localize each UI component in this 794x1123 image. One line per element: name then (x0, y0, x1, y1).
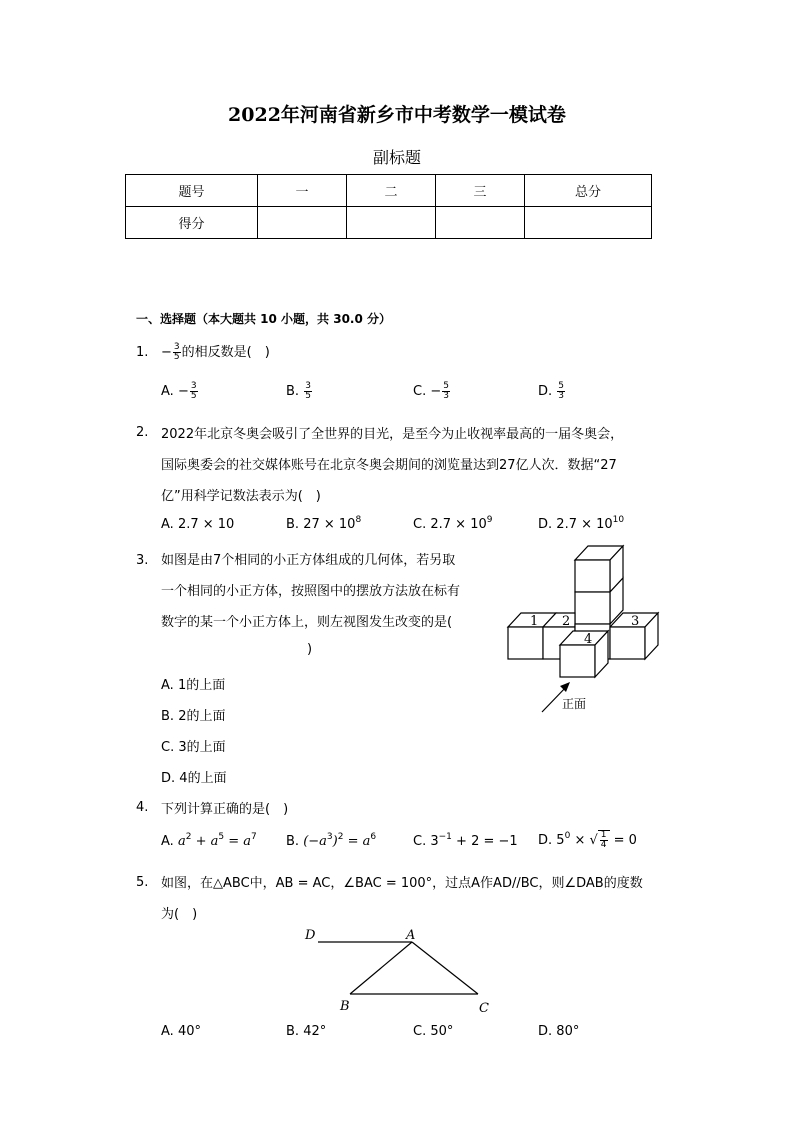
denominator: 5 (190, 391, 197, 401)
point-label: D (305, 928, 316, 943)
question-number: 3. (136, 553, 149, 568)
exponent: 5 (218, 832, 225, 842)
term: (−a (303, 834, 327, 849)
option-value: 42° (303, 1024, 327, 1039)
option-c[interactable] (413, 1024, 453, 1039)
option-label: C. (413, 384, 427, 399)
option-label: D. (161, 771, 176, 786)
option-d[interactable] (538, 382, 566, 401)
option-a[interactable] (161, 517, 234, 532)
cube-figure (500, 540, 670, 720)
option-value: 80° (556, 1024, 580, 1039)
option-label: D. (538, 833, 553, 848)
option-b[interactable] (286, 517, 361, 532)
option-a[interactable] (161, 382, 199, 401)
option-label: B. (286, 834, 300, 849)
point-label: C (479, 1001, 489, 1016)
option-value: 40° (177, 1024, 201, 1039)
option-b[interactable] (286, 834, 376, 849)
option-a[interactable] (161, 1024, 201, 1039)
option-label: B. (286, 384, 300, 399)
question-line: 一个相同的小正方体，按照图中的摆放方法放在标有 (161, 584, 461, 599)
option-label: C. (413, 1024, 427, 1039)
numerator: 3 (173, 342, 180, 352)
option-label: A. (161, 834, 174, 849)
sign: − (430, 384, 442, 399)
table-cell: 总分 (525, 175, 652, 207)
option-label: A. (161, 678, 174, 693)
option-b[interactable] (161, 705, 225, 724)
question-line: ) (307, 642, 313, 657)
term: 5 (556, 833, 565, 848)
fraction (600, 831, 608, 850)
option-value: 4的上面 (179, 771, 227, 786)
option-label: D. (538, 1024, 553, 1039)
option-d[interactable] (161, 767, 227, 786)
question-line: 2022年北京冬奥会吸引了全世界的目光，是至今为止收视率最高的一届冬奥会， (161, 427, 624, 442)
option-value: 2.7 × 10 (556, 517, 613, 532)
option-a[interactable] (161, 834, 257, 849)
option-label: C. (413, 834, 427, 849)
numerator: 3 (190, 381, 197, 391)
term: 3 (430, 834, 439, 849)
score-input-cell[interactable] (436, 207, 525, 239)
question-number: 4. (136, 800, 149, 815)
exponent: 3 (326, 832, 333, 842)
denominator: 3 (443, 391, 449, 401)
term: = 0 (609, 833, 637, 848)
table-cell: 得分 (126, 207, 258, 239)
score-table-score-row (126, 207, 652, 239)
option-b[interactable] (286, 1024, 326, 1039)
exponent: −1 (438, 832, 452, 842)
option-d[interactable] (538, 830, 637, 850)
sign: − (177, 384, 189, 399)
score-input-cell[interactable] (258, 207, 347, 239)
cube-label: 4 (584, 632, 593, 647)
option-label: A. (161, 1024, 174, 1039)
table-cell: 三 (436, 175, 525, 207)
exponent: 7 (251, 832, 257, 842)
option-value: 2的上面 (178, 709, 226, 724)
fraction (557, 382, 565, 401)
numerator: 1 (600, 830, 607, 840)
option-value: 27 × 10 (303, 517, 356, 532)
table-cell: 题号 (126, 175, 258, 207)
denominator: 3 (558, 391, 565, 401)
page-title: 2022年河南省新乡市中考数学一模试卷 (228, 104, 566, 126)
point-label: A (406, 928, 416, 943)
option-label: D. (538, 517, 553, 532)
denominator: 5 (305, 391, 311, 401)
cube-label: 3 (631, 614, 640, 629)
exponent: 10 (612, 515, 625, 525)
score-table (125, 174, 652, 239)
question-line: 亿”用科学记数法表示为( ) (161, 489, 321, 504)
numerator: 5 (443, 381, 449, 391)
radicand (598, 830, 610, 850)
fraction (173, 343, 181, 362)
question-number: 1. (136, 345, 149, 360)
fraction (442, 382, 450, 401)
term: × (570, 833, 590, 848)
section-heading: 一、选择题（本大题共 10 小题，共 30.0 分） (136, 312, 392, 326)
option-value: 2.7 × 10 (177, 517, 235, 532)
option-d[interactable] (538, 517, 624, 532)
front-label: 正面 (562, 697, 587, 711)
fraction (190, 382, 198, 401)
term: = a (224, 834, 252, 849)
numerator: 3 (305, 381, 311, 391)
exponent: 2 (185, 832, 192, 842)
option-label: A. (161, 384, 174, 399)
term: = a (343, 834, 371, 849)
score-input-cell[interactable] (525, 207, 652, 239)
term: + 2 = −1 (451, 834, 518, 849)
minus-sign: − (161, 345, 172, 360)
question-line: 国际奥委会的社交媒体账号在北京冬奥会期间的浏览量达到27亿人次．数据“27 (161, 458, 617, 473)
question-number: 5. (136, 875, 149, 890)
score-input-cell[interactable] (347, 207, 436, 239)
arrowhead-icon (560, 682, 570, 692)
score-table-header-row (126, 175, 652, 207)
cube-label: 2 (562, 614, 571, 629)
cube-label: 1 (530, 614, 539, 629)
exponent: 2 (337, 832, 344, 842)
question-line: 数字的某一个小正方体上，则左视图发生改变的是( (161, 615, 453, 630)
option-c[interactable] (413, 382, 451, 401)
question-line: 如图是由7个相同的小正方体组成的几何体，若另取 (161, 553, 456, 568)
question-stem: 下列计算正确的是( ) (161, 802, 289, 817)
question-line: 为( ) (161, 907, 198, 922)
fraction (304, 382, 312, 401)
option-label: B. (286, 517, 300, 532)
table-cell: 二 (347, 175, 436, 207)
question-stem (161, 341, 270, 362)
option-d[interactable] (538, 1024, 579, 1039)
option-label: C. (161, 740, 175, 755)
cube-drawing (508, 546, 658, 677)
exponent: 8 (355, 515, 362, 525)
page-subtitle: 副标题 (372, 148, 421, 167)
option-a[interactable] (161, 674, 225, 693)
option-c[interactable] (161, 736, 226, 755)
point-label: B (340, 999, 350, 1014)
sqrt-icon: √ (589, 833, 598, 848)
exponent: 0 (564, 831, 571, 841)
question-number: 2. (136, 425, 149, 440)
option-value: 3的上面 (178, 740, 226, 755)
question-line: 如图，在△ABC中，AB = AC，∠BAC = 100°，过点A作AD//BC，则∠DAB的度数 (161, 876, 643, 891)
denominator: 5 (173, 352, 180, 362)
term: + a (191, 834, 219, 849)
option-label: C. (413, 517, 427, 532)
triangle-figure (300, 922, 500, 1017)
option-value: 1的上面 (177, 678, 226, 693)
option-c[interactable] (413, 517, 492, 532)
denominator: 4 (600, 840, 607, 850)
exponent: 9 (486, 515, 493, 525)
term: a (177, 834, 186, 849)
option-c[interactable] (413, 834, 518, 849)
term: ) (332, 834, 338, 849)
numerator: 5 (558, 381, 565, 391)
table-cell: 一 (258, 175, 347, 207)
option-b[interactable] (286, 382, 313, 401)
option-label: D. (538, 384, 553, 399)
option-label: B. (286, 1024, 300, 1039)
stem-text: 的相反数是( ) (181, 345, 270, 360)
option-label: B. (161, 709, 175, 724)
option-value: 50° (430, 1024, 454, 1039)
option-value: 2.7 × 10 (430, 517, 487, 532)
option-label: A. (161, 517, 174, 532)
exponent: 6 (370, 832, 377, 842)
triangle-drawing (318, 942, 478, 994)
